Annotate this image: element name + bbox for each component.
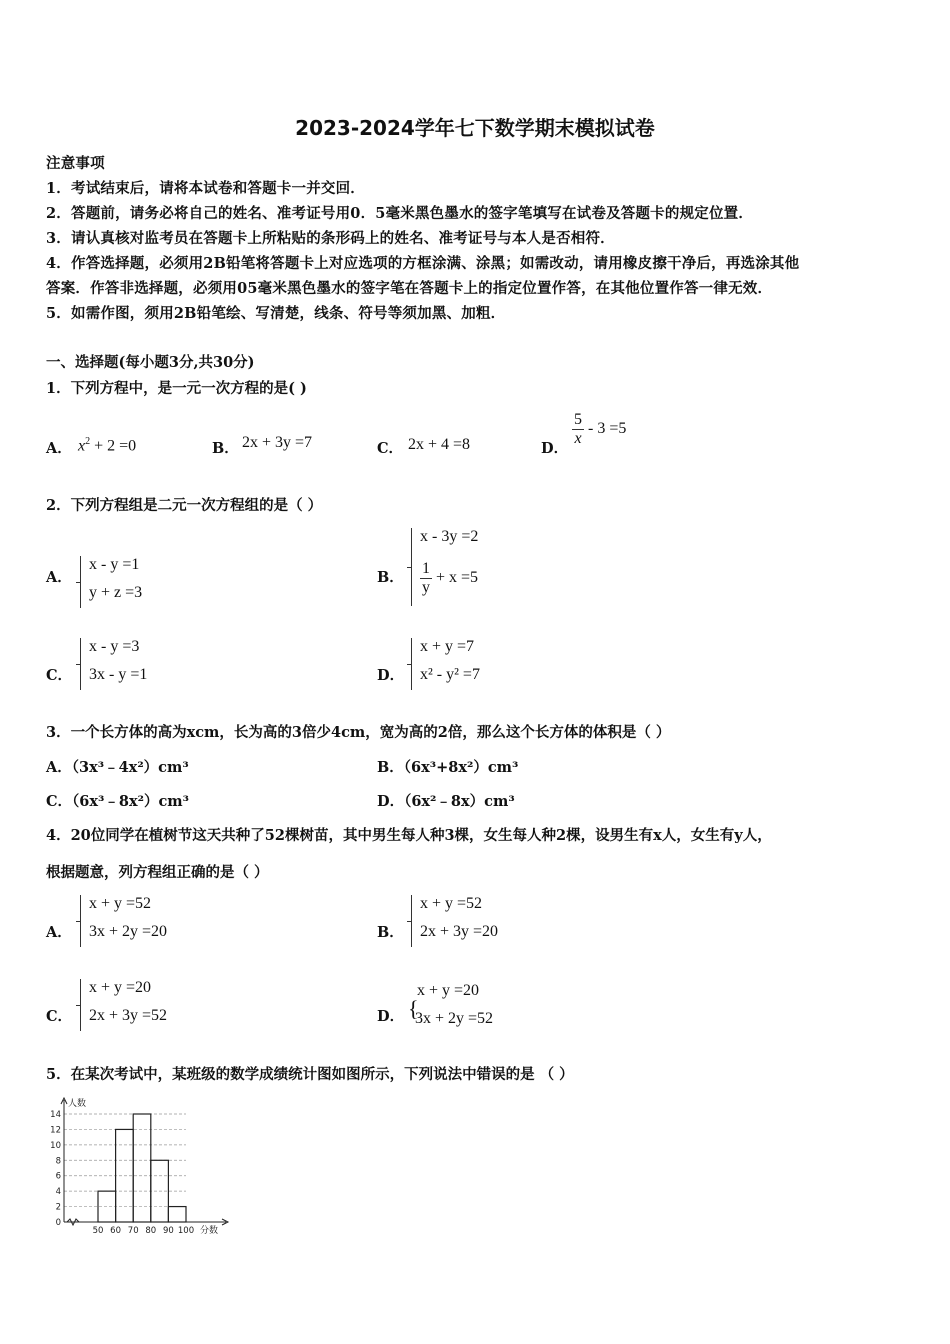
notice-item: 5．如需作图，须用2B铅笔绘、写清楚，线条、符号等须加黑、加粗．: [46, 305, 506, 322]
question-5: 5．在某次考试中，某班级的数学成绩统计图如图所示，下列说法中错误的是 （ ）: [46, 1066, 574, 1083]
q2-option-b-system: x - 3y =2 $\frac{1}{y}$ + x =5: [411, 528, 418, 606]
q1-option-b: 2x + 3y =7: [242, 434, 313, 451]
y-tick-label: 0: [55, 1218, 61, 1228]
question-2: 2．下列方程组是二元一次方程组的是（ ）: [46, 497, 323, 514]
q3-option-d: D．（6x²﹣8x）cm³: [377, 793, 515, 810]
q4-option-a-system: x + y =52 3x + 2y =20: [80, 895, 87, 947]
option-label: A．: [46, 440, 72, 457]
q4-option-c-system: x + y =20 2x + 3y =52: [80, 979, 87, 1031]
x-tick-label: 90: [162, 1226, 174, 1236]
x-tick-label: 80: [145, 1226, 157, 1236]
notice-item: 4．作答选择题，必须用2B铅笔将答题卡上对应选项的方框涂满、涂黑；如需改动，请用橡皮擦干净后，再选涂其他: [46, 255, 800, 272]
y-tick-label: 4: [55, 1187, 61, 1198]
y-tick-label: 8: [55, 1156, 61, 1167]
option-label: C．: [46, 667, 73, 684]
option-label: D．: [377, 1008, 405, 1025]
notice-item: 2．答题前，请务必将自己的姓名、准考证号用0．5毫米黑色墨水的签字笔填写在试卷及答题卡的规定位置．: [46, 205, 754, 222]
y-axis-label: 人数: [68, 1099, 87, 1109]
q4-option-d-eq2: 3x + 2y =52: [415, 1010, 494, 1027]
option-label: D．: [541, 440, 569, 457]
q1-option-d: $\frac{5}{x}$ - 3 =5: [574, 411, 627, 447]
option-label: B．: [377, 924, 404, 941]
y-tick-label: 14: [50, 1110, 61, 1120]
x-tick-label: 60: [110, 1226, 122, 1236]
q3-option-c: C．（6x³﹣8x²）cm³: [46, 793, 189, 810]
x-tick-label: 70: [127, 1226, 139, 1236]
q2-option-d-system: x + y =7 x² - y² =7: [411, 638, 418, 690]
histogram-bar: [133, 1114, 151, 1222]
page-title: 2023-2024学年七下数学期末模拟试卷: [295, 116, 655, 140]
notice-item: 答案．作答非选择题，必须用05毫米黑色墨水的签字笔在答题卡上的指定位置作答，在其他位置作答一律无效．: [46, 280, 773, 297]
q4-option-b-system: x + y =52 2x + 3y =20: [411, 895, 418, 947]
y-tick-label: 6: [55, 1171, 61, 1182]
notice-item: 1．考试结束后，请将本试卷和答题卡一并交回．: [46, 180, 365, 197]
question-4-line-1: 4．20位同学在植树节这天共种了52棵树苗，其中男生每人种3棵，女生每人种2棵，设男生有x人，女生有y人，: [46, 827, 772, 844]
q4-option-d-eq1: x + y =20: [417, 982, 480, 999]
section-heading: 一、选择题(每小题3分,共30分): [46, 354, 255, 371]
y-tick-label: 10: [50, 1140, 61, 1151]
x-tick-label: 100: [177, 1226, 195, 1236]
q3-option-a: A．（3x³﹣4x²）cm³: [46, 759, 189, 776]
q2-option-c-system: x - y =3 3x - y =1: [80, 638, 87, 690]
q1-option-a: $x^2 + 2 =0$: [78, 436, 137, 455]
question-3: 3．一个长方体的高为xcm，长为高的3倍少4cm，宽为高的2倍，那么这个长方体的体积是（ ）: [46, 724, 671, 741]
histogram-bar: [168, 1207, 186, 1222]
option-label: A．: [46, 924, 72, 941]
q1-option-c: 2x + 4 =8: [408, 436, 471, 453]
x-tick-label: 50: [92, 1226, 104, 1236]
option-label: D．: [377, 667, 405, 684]
question-1: 1．下列方程中，是一元一次方程的是( ): [46, 380, 307, 397]
x-axis-label: 分数: [200, 1226, 219, 1236]
option-label: A．: [46, 569, 72, 586]
option-label: B．: [212, 440, 239, 457]
y-tick-label: 12: [50, 1125, 61, 1136]
option-label: B．: [377, 569, 404, 586]
option-label: C．: [377, 440, 404, 457]
brace-icon: {: [408, 996, 419, 1021]
notice-heading: 注意事项: [46, 155, 105, 172]
option-label: C．: [46, 1008, 73, 1025]
question-4-line-2: 根据题意，列方程组正确的是（ ）: [46, 864, 269, 881]
notice-item: 3．请认真核对监考员在答题卡上所粘贴的条形码上的姓名、准考证号与本人是否相符．: [46, 230, 615, 247]
q3-option-b: B．（6x³+8x²）cm³: [377, 759, 519, 776]
y-tick-label: 2: [55, 1202, 61, 1213]
q2-option-a-system: x - y =1 y + z =3: [80, 556, 87, 608]
score-histogram: [40, 1092, 240, 1242]
